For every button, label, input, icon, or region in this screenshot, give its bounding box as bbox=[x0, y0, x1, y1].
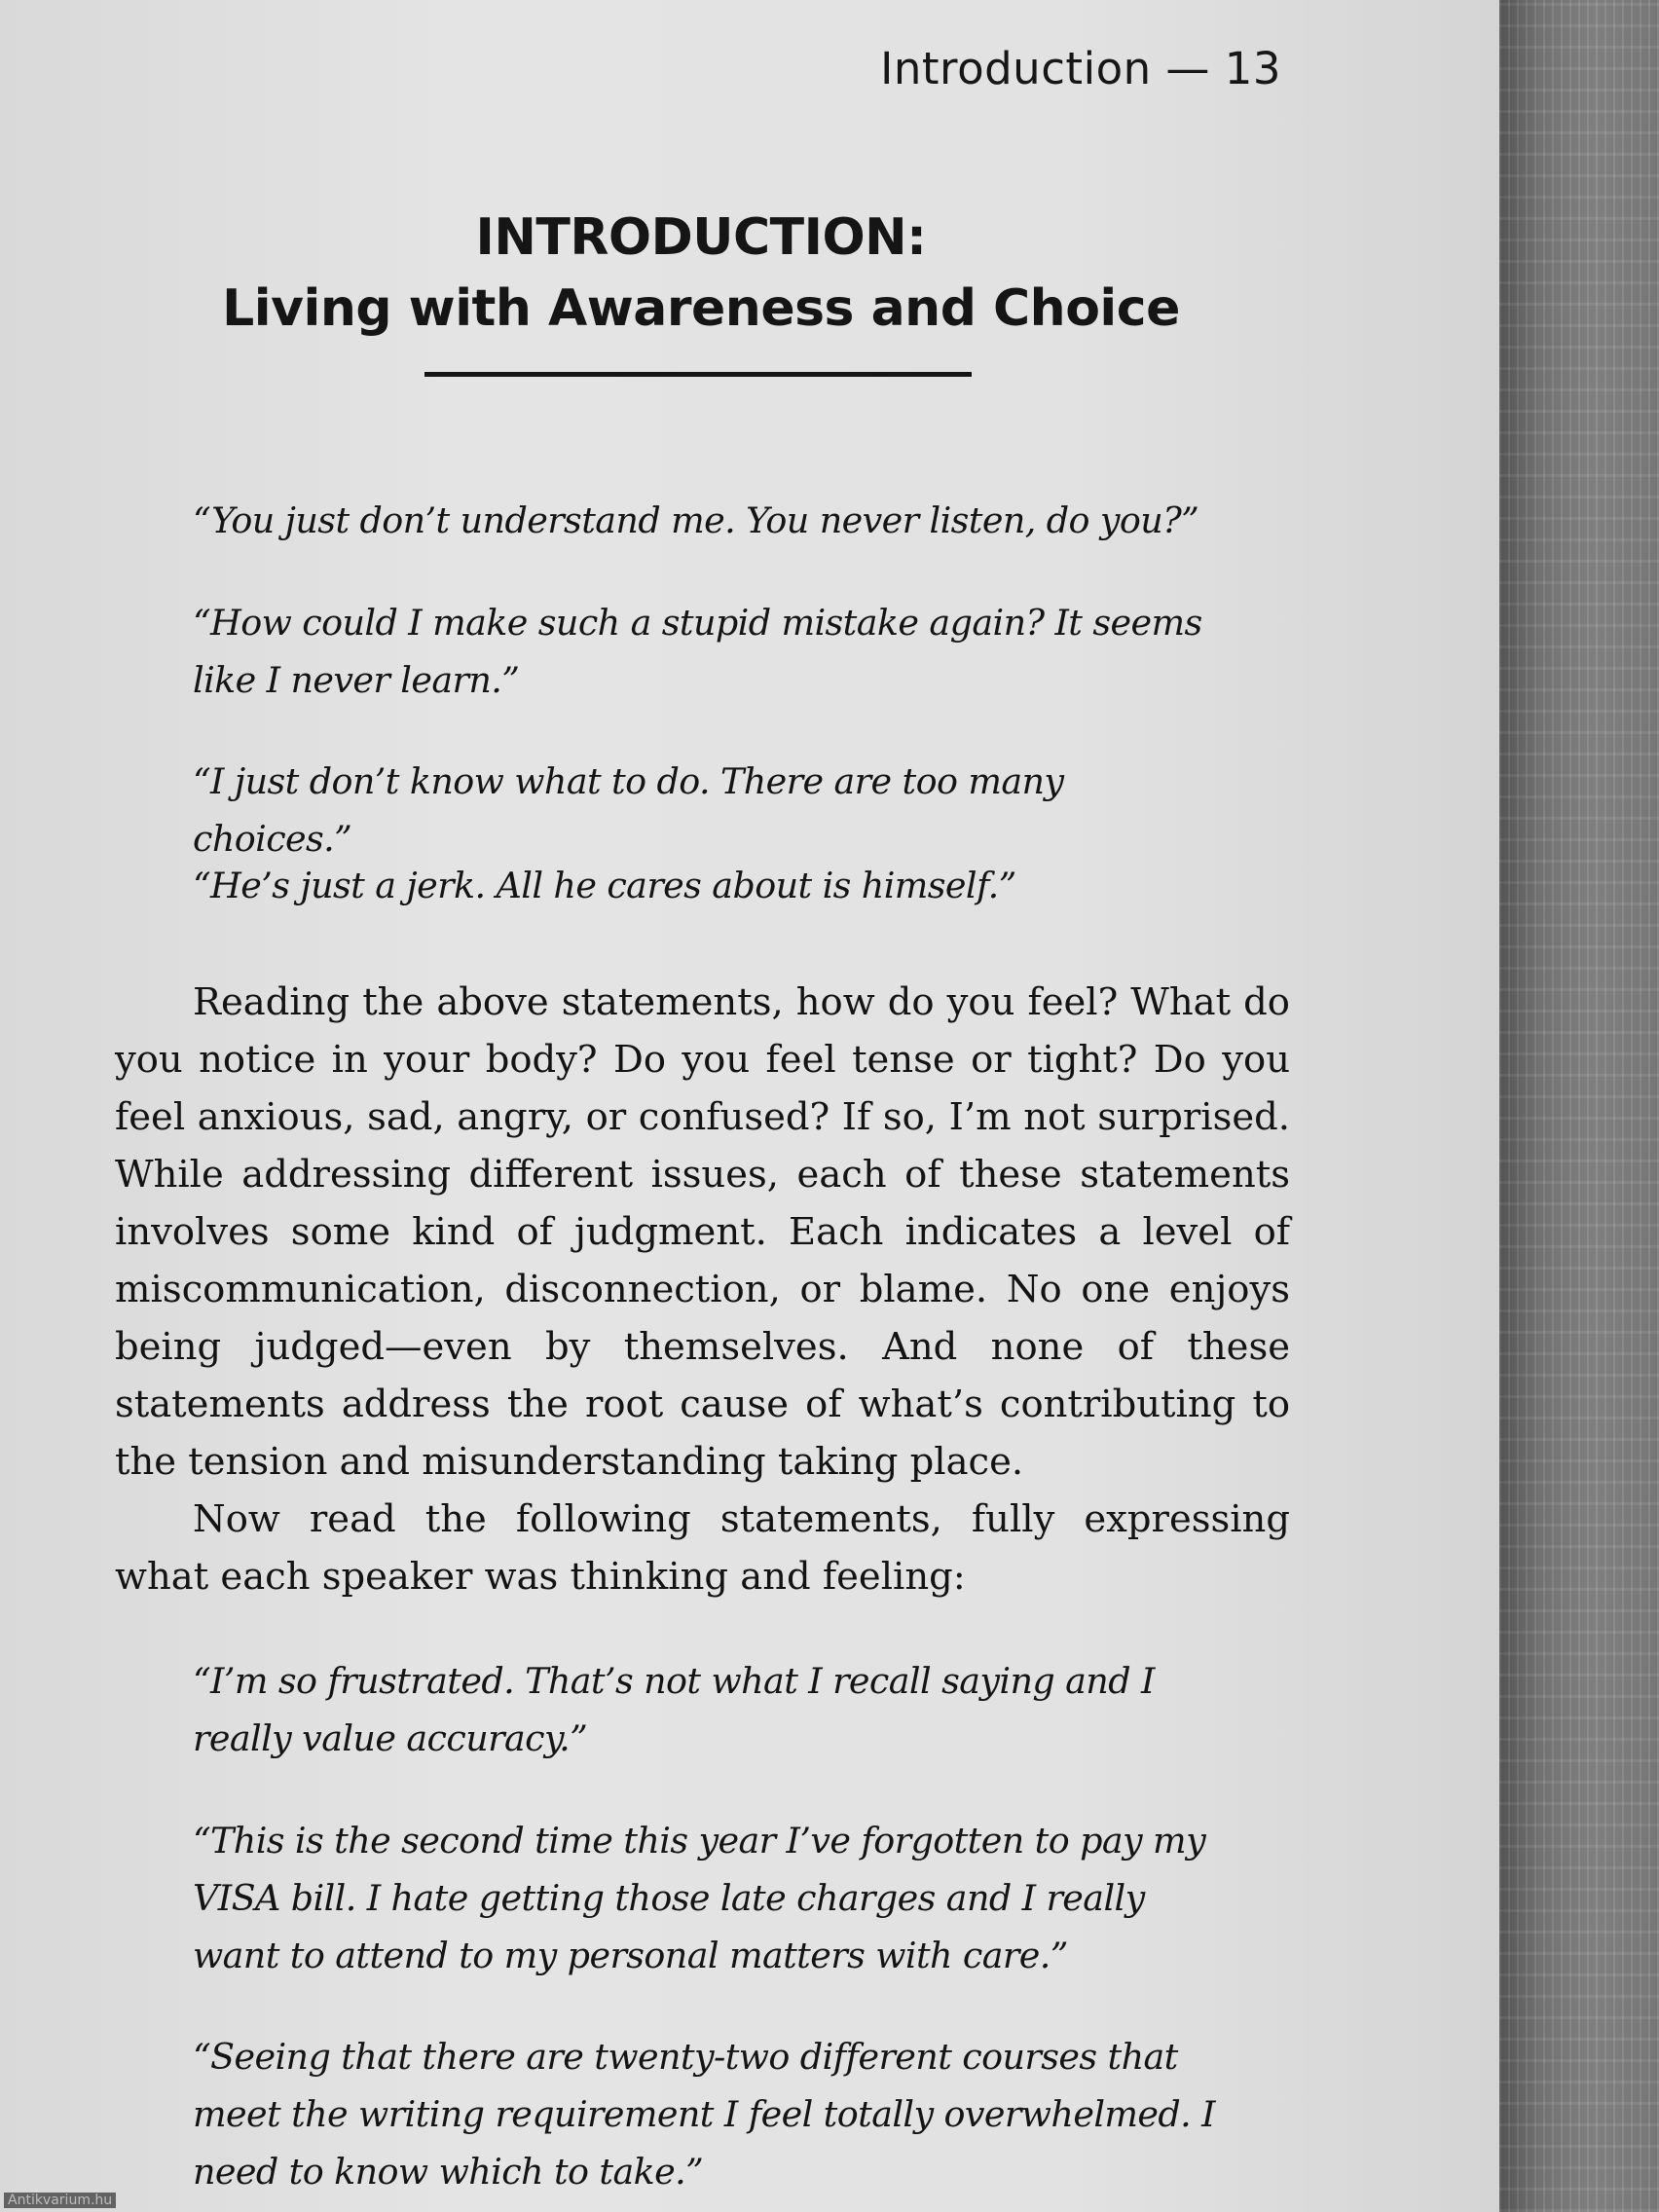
opening-quote: “How could I make such a stupid mistake again? It seems like I never learn.” bbox=[193, 602, 1202, 701]
opening-quote: “He’s just a jerk. All he cares about is himself.” bbox=[193, 865, 1016, 906]
chapter-title bbox=[97, 203, 1305, 345]
body-paragraph: Reading the above statements, how do you feel? What do you notice in your body? Do you feel tense or tight? Do you feel anxious, sad, angry, or confused? If so, I’m not surprised. While addressing different issues, each of these statements involves some kind of judgment. Each indicates a level of miscommunication, disconnection, or blame. No one enjoys being judged—even by themselves. And none of these statements address the root cause of what’s contributing to the tension and misunderstanding taking place. bbox=[115, 980, 1290, 1484]
body-paragraph: Now read the following statements, fully expressing what each speaker was thinking and feeling: bbox=[115, 1497, 1290, 1599]
book-spine-background bbox=[1499, 0, 1659, 2212]
body-text bbox=[115, 974, 1290, 1605]
chapter-title-line-1: INTRODUCTION: bbox=[475, 208, 927, 267]
watermark: Antikvarium.hu bbox=[4, 2193, 116, 2208]
opening-quote: “I just don’t know what to do. There are too many choices.” bbox=[193, 760, 1064, 860]
running-head: Introduction — 13 bbox=[880, 43, 1281, 94]
title-underline-rule bbox=[424, 372, 972, 377]
expressed-quote: “Seeing that there are twenty-two different courses that meet the writing requirement I feel totally overwhelmed. I need to know which to take.” bbox=[193, 2036, 1215, 2193]
expressed-quote: “This is the second time this year I’ve forgotten to pay my VISA bill. I hate getting those late charges and I really want to attend to my personal matters with care.” bbox=[193, 1820, 1206, 1976]
opening-quote: “You just don’t understand me. You never listen, do you?” bbox=[193, 499, 1199, 541]
chapter-title-line-2: Living with Awareness and Choice bbox=[222, 279, 1180, 338]
expressed-quote: “I’m so frustrated. That’s not what I recall saying and I really value accuracy.” bbox=[193, 1660, 1155, 1759]
